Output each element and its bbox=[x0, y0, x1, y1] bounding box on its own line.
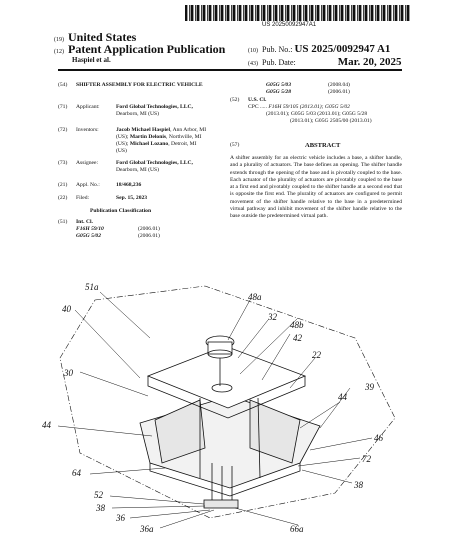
inventors-label: Inventors: bbox=[76, 127, 99, 133]
barcode-bar bbox=[269, 5, 271, 21]
barcode-bar bbox=[375, 5, 376, 21]
cont-class-version: (2008.04) bbox=[328, 82, 350, 88]
barcode-bar bbox=[221, 5, 223, 21]
assignee-num: (73) bbox=[58, 160, 68, 166]
barcode-bar bbox=[263, 5, 265, 21]
ref-44-right: 44 bbox=[338, 392, 347, 402]
int-cl-version: (2006.01) bbox=[138, 226, 160, 232]
barcode-bar bbox=[191, 5, 193, 21]
barcode-bar bbox=[251, 5, 253, 21]
barcode-bar bbox=[185, 5, 187, 21]
ref-32: 32 bbox=[268, 312, 277, 322]
int-cl-row bbox=[76, 233, 228, 240]
country: United States bbox=[68, 30, 137, 44]
ref-52: 52 bbox=[94, 490, 103, 500]
top-housing bbox=[148, 346, 305, 418]
barcode-bar bbox=[189, 5, 190, 21]
pub-date-label: Pub. Date: bbox=[262, 58, 296, 67]
barcode-bar bbox=[353, 5, 355, 21]
filed-label: Filed: bbox=[76, 195, 90, 201]
cont-class-code: G05G 5/03 bbox=[266, 82, 292, 88]
barcode-bar bbox=[369, 5, 370, 21]
abstract-title: ABSTRACT bbox=[305, 142, 341, 149]
inventor-3: Michael Lozano bbox=[129, 141, 169, 147]
code-10: (10) bbox=[248, 48, 258, 54]
barcode-bar bbox=[237, 5, 238, 21]
assignee-label: Assignee: bbox=[76, 160, 99, 166]
ref-64: 64 bbox=[72, 468, 81, 478]
barcode-bar bbox=[299, 5, 301, 21]
title-num: (54) bbox=[58, 82, 68, 88]
cont-class-row bbox=[248, 89, 398, 96]
barcode-bar bbox=[363, 5, 364, 21]
barcode-bar bbox=[209, 5, 211, 21]
applicant-num: (71) bbox=[58, 104, 68, 110]
ref-48a: 48a bbox=[248, 292, 262, 302]
barcode-bar bbox=[381, 5, 382, 21]
inventor-2-loc: , Northville, MI bbox=[166, 134, 202, 140]
ref-39: 39 bbox=[365, 382, 374, 392]
barcode-bar bbox=[389, 5, 391, 21]
ref-66a: 66a bbox=[290, 524, 304, 534]
pub-no: US 2025/0092947 A1 bbox=[294, 43, 391, 55]
barcode-bar bbox=[303, 5, 304, 21]
title-field bbox=[58, 82, 228, 89]
barcode-bar bbox=[371, 5, 373, 21]
abstract-text: A shifter assembly for an electric vehicle includes a base, a shifter handle, and a plurality of actuators. The base defines an opening. The shifter handle extends through the opening of the base and is pivotally coupled to the base. Each actuator of the plurality of actuators are pivotably coupled to the base at a first end and pivotably coupled to the shifter handle at a second end that is opposite the first end. The plurality of actuators are configured to permit movement of the shifter handle relative to the base in a predetermined virtual pathway and inhibit movement of the shifter handle relative to the base outside the predetermined virtual path. bbox=[230, 155, 402, 220]
barcode-bar bbox=[365, 5, 367, 21]
barcode-bar bbox=[233, 5, 235, 21]
barcode-bar bbox=[281, 5, 283, 21]
ref-48b: 48b bbox=[290, 320, 304, 330]
barcode-bar bbox=[351, 5, 352, 21]
ref-46: 46 bbox=[374, 433, 383, 443]
barcode-bar bbox=[383, 5, 385, 21]
barcode bbox=[185, 5, 410, 21]
barcode-bar bbox=[273, 5, 274, 21]
barcode-bar bbox=[317, 5, 319, 21]
int-cl-field bbox=[58, 219, 228, 240]
barcode-bar bbox=[297, 5, 298, 21]
pub-date: Mar. 20, 2025 bbox=[337, 56, 402, 68]
barcode-bar bbox=[285, 5, 286, 21]
barcode-bar bbox=[197, 5, 199, 21]
barcode-bar bbox=[267, 5, 268, 21]
barcode-text: US 20250092947A1 bbox=[262, 22, 317, 28]
author: Haspiel et al. bbox=[72, 56, 111, 64]
cont-class-code: G05G 5/28 bbox=[266, 89, 292, 95]
barcode-bar bbox=[243, 5, 244, 21]
barcode-bar bbox=[291, 5, 292, 21]
barcode-bar bbox=[333, 5, 334, 21]
ref-22: 22 bbox=[312, 350, 321, 360]
filed-field bbox=[58, 195, 228, 202]
assignee-loc: Dearborn, MI (US) bbox=[116, 167, 160, 173]
ref-36: 36 bbox=[116, 513, 125, 523]
inventor-2: Martin Delonis bbox=[129, 134, 167, 140]
applicant-loc: Dearborn, MI (US) bbox=[116, 111, 160, 117]
barcode-bar bbox=[275, 5, 277, 21]
cpc-line-1: F16H 59/105 (2013.01); G05G 5/02 bbox=[268, 104, 350, 110]
barcode-bar bbox=[249, 5, 250, 21]
ref-36a: 36a bbox=[140, 524, 154, 534]
cpc-line-2: (2013.01); G05G 5/03 (2013.01); G05G 5/28 bbox=[266, 111, 368, 117]
us-cl-label: U.S. Cl. bbox=[248, 97, 267, 103]
ref-44-left: 44 bbox=[42, 420, 51, 430]
code-12: (12) bbox=[54, 49, 64, 55]
barcode-bar bbox=[339, 5, 340, 21]
barcode-bar bbox=[347, 5, 349, 21]
barcode-bar bbox=[405, 5, 406, 21]
barcode-bar bbox=[401, 5, 403, 21]
int-cl-row bbox=[76, 226, 228, 233]
ref-72: 72 bbox=[362, 454, 371, 464]
cont-classes bbox=[248, 82, 398, 96]
barcode-bar bbox=[359, 5, 361, 21]
code-19: (19) bbox=[54, 37, 64, 43]
ref-40: 40 bbox=[62, 304, 71, 314]
barcode-bar bbox=[293, 5, 295, 21]
assignee-name: Ford Global Technologies, LLC, bbox=[116, 160, 193, 166]
appl-no-num: (21) bbox=[58, 182, 68, 188]
int-cl-num: (51) bbox=[58, 219, 68, 225]
appl-no-field bbox=[58, 182, 228, 189]
applicant-label: Applicant: bbox=[76, 104, 100, 110]
barcode-bar bbox=[227, 5, 229, 21]
inventor-2-pre: (US); bbox=[116, 134, 130, 140]
barcode-bar bbox=[261, 5, 262, 21]
assignee-field bbox=[58, 160, 228, 174]
patent-drawing bbox=[0, 278, 450, 534]
int-cl-label: Int. Cl. bbox=[76, 219, 93, 225]
ref-51a: 51a bbox=[85, 282, 99, 292]
barcode-bar bbox=[245, 5, 247, 21]
inventors-num: (72) bbox=[58, 127, 68, 133]
barcode-bar bbox=[315, 5, 316, 21]
barcode-bar bbox=[395, 5, 397, 21]
ref-30: 30 bbox=[64, 368, 73, 378]
invention-title: SHIFTER ASSEMBLY FOR ELECTRIC VEHICLE bbox=[76, 82, 203, 88]
code-43: (43) bbox=[248, 61, 258, 67]
inventors-field bbox=[58, 127, 228, 155]
applicant-name: Ford Global Technologies, LLC, bbox=[116, 104, 193, 110]
filed-date: Sep. 15, 2023 bbox=[116, 195, 148, 201]
barcode-bar bbox=[321, 5, 322, 21]
barcode-bar bbox=[203, 5, 205, 21]
ref-38-left: 38 bbox=[96, 503, 105, 513]
us-cl-field: (52) U.S. Cl. CPC ..... F16H 59/105 (2013.01); G05G 5/02 (2013.01); G05G 5/03 (2013.01); G05G 5/28 (2013.01); G05G 2505/00 (2013.01) bbox=[230, 97, 405, 125]
barcode-bar bbox=[341, 5, 343, 21]
ref-42: 42 bbox=[293, 333, 302, 343]
appl-no-label: Appl. No.: bbox=[76, 182, 100, 188]
barcode-bar bbox=[257, 5, 259, 21]
int-cl-code: G05G 5/02 bbox=[76, 233, 102, 239]
inventor-1-loc: , Ann Arbor, MI bbox=[170, 127, 207, 133]
inventor-3-pre: (US); bbox=[116, 141, 130, 147]
abstract-num: (57) bbox=[230, 142, 240, 148]
barcode-bar bbox=[377, 5, 379, 21]
doc-type: Patent Application Publication bbox=[68, 42, 226, 56]
barcode-bar bbox=[387, 5, 388, 21]
barcode-bar bbox=[311, 5, 313, 21]
barcode-bar bbox=[335, 5, 337, 21]
barcode-bar bbox=[345, 5, 346, 21]
appl-no: 18/468,236 bbox=[116, 182, 142, 188]
cpc-line-3: (2013.01); G05G 2505/00 (2013.01) bbox=[290, 118, 372, 124]
barcode-bar bbox=[279, 5, 280, 21]
barcode-bar bbox=[219, 5, 220, 21]
filed-num: (22) bbox=[58, 195, 68, 201]
inventor-1: Jacob Michael Haspiel bbox=[116, 127, 171, 133]
barcode-bar bbox=[329, 5, 331, 21]
applicant-field bbox=[58, 104, 228, 118]
cont-class-row bbox=[248, 82, 398, 89]
barcode-bar bbox=[287, 5, 289, 21]
header-rule bbox=[58, 69, 402, 71]
inventor-3-loc: , Detroit, MI bbox=[168, 141, 197, 147]
barcode-bar bbox=[231, 5, 232, 21]
barcode-bar bbox=[215, 5, 217, 21]
barcode-bar bbox=[407, 5, 409, 21]
pub-no-label: Pub. No.: bbox=[262, 45, 293, 54]
barcode-bar bbox=[225, 5, 226, 21]
ref-38-right: 38 bbox=[354, 480, 363, 490]
int-cl-code: F16H 59/10 bbox=[76, 226, 104, 232]
barcode-bar bbox=[357, 5, 358, 21]
barcode-bar bbox=[255, 5, 256, 21]
inventor-3-country: (US) bbox=[116, 148, 127, 154]
barcode-bar bbox=[201, 5, 202, 21]
barcode-bar bbox=[213, 5, 214, 21]
pub-class-heading: Publication Classification bbox=[90, 208, 152, 214]
barcode-bar bbox=[323, 5, 325, 21]
barcode-bar bbox=[207, 5, 208, 21]
barcode-bar bbox=[309, 5, 310, 21]
pub-no-line bbox=[248, 43, 390, 55]
barcode-bar bbox=[239, 5, 241, 21]
doc-type-line bbox=[54, 42, 226, 57]
barcode-bar bbox=[399, 5, 400, 21]
barcode-bar bbox=[195, 5, 196, 21]
us-cl-num: (52) bbox=[230, 97, 240, 103]
barcode-bar bbox=[305, 5, 307, 21]
barcode-bar bbox=[393, 5, 394, 21]
pub-date-line bbox=[248, 56, 402, 68]
int-cl-version: (2006.01) bbox=[138, 233, 160, 239]
cont-class-version: (2006.01) bbox=[328, 89, 350, 95]
cpc-label: CPC bbox=[248, 104, 259, 110]
barcode-bar bbox=[327, 5, 328, 21]
